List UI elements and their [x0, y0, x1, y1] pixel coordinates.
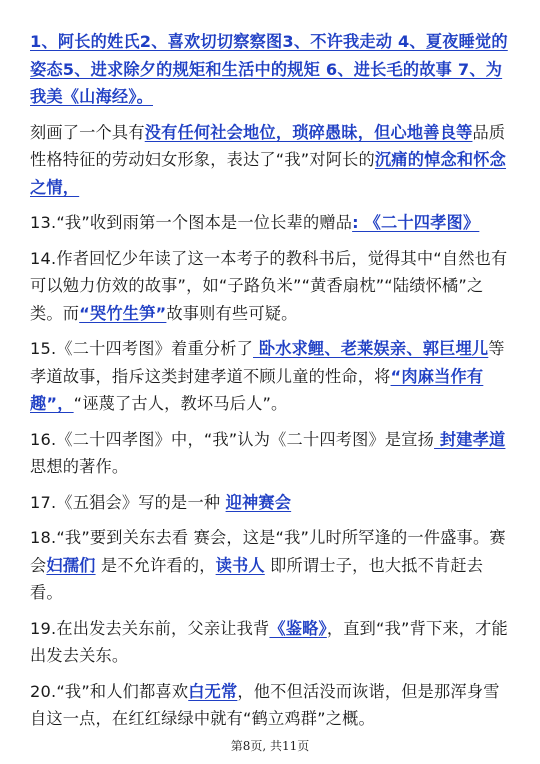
question-13: [30, 209, 515, 237]
question-19: [30, 615, 515, 670]
question-text: 即所谓士子，也大抵不肯赶去看。: [30, 555, 484, 602]
answer-text: 没有任何社会地位，琐碎愚昧，但心地善良等: [144, 122, 473, 142]
question-16: [30, 426, 515, 481]
answer-text: “肉麻当作有趣”，: [30, 366, 484, 413]
question-text: 13.“我”收到雨第一个图本是一位长辈的赠品: [30, 213, 353, 232]
question-text: ，他不但活没而诙谐，但是那浑身雪自这一点，在红红绿绿中就有“鹤立鸡群”之概。: [30, 681, 500, 728]
question-text: 故事则有些可疑。: [166, 303, 298, 323]
answer-text: 卧水求鲤、老莱娱亲、郭巨埋儿: [253, 339, 489, 358]
document-body: [30, 28, 515, 733]
question-text: “诬蔑了古人，教坏马后人”。: [73, 394, 288, 413]
answer-text: : 《二十四孝图》: [352, 213, 480, 232]
question-text: 刻画了一个具有: [30, 122, 145, 142]
question-text: ，直到“我”背下来，才能出发去关东。: [30, 618, 508, 665]
question-text: 14.作者回忆少年读了这一本考子的教科书后，觉得其中“自然也有可以勉力仿效的故事”，如“子路负米”“黄香扇枕”“陆绩怀橘”之类。而: [30, 248, 508, 323]
para-character-summary: [30, 119, 515, 202]
answer-text: 白无常: [188, 681, 238, 701]
answer-text: 封建孝道: [434, 429, 506, 449]
page-footer: 第8页, 共11页: [230, 739, 310, 753]
question-20: [30, 678, 515, 733]
question-text: 是不允许看的，: [95, 555, 216, 575]
question-text: 15.《二十四考图》着重分析了: [30, 339, 253, 358]
question-18: [30, 524, 515, 607]
answer-text: 《鉴略》: [269, 618, 327, 638]
question-text: 20.“我”和人们都喜欢: [30, 681, 189, 701]
question-text: 思想的著作。: [30, 457, 129, 476]
para-characters-list: [30, 28, 515, 111]
question-text: 19.在出发去关东前，父亲让我背: [30, 618, 270, 638]
question-15: [30, 335, 515, 418]
answer-text: 迎神赛会: [225, 492, 292, 512]
answer-text: 妇孺们: [46, 555, 96, 575]
answer-text: “哭竹生笋”: [79, 303, 167, 323]
answer-text: 1、阿长的姓氏2、喜欢切切察察图3、不许我走动 4、夏夜睡觉的姿态5、进求除夕的规矩和生活中的规矩 6、进长毛的故事 7、为我美《山海经》。: [30, 32, 508, 106]
answer-text: 沉痛的悼念和怀念之情，: [30, 150, 507, 197]
document-page: [30, 28, 515, 733]
question-17: [30, 489, 515, 517]
question-14: [30, 245, 515, 328]
question-text: 等孝道故事，指斥这类封建孝道不顾儿童的性命，将: [30, 339, 505, 386]
question-text: 18.“我”要到关东去看 赛会，这是“我”儿时所罕逢的一件盛事。赛会: [30, 528, 506, 575]
answer-text: 读书人: [215, 555, 265, 575]
question-text: 17.《五猖会》写的是一种: [30, 492, 226, 512]
question-text: 16.《二十四孝图》中，“我”认为《二十四考图》是宣扬: [30, 429, 435, 449]
question-text: 品质性格特征的劳动妇女形象，表达了“我”对阿长的: [30, 122, 506, 169]
